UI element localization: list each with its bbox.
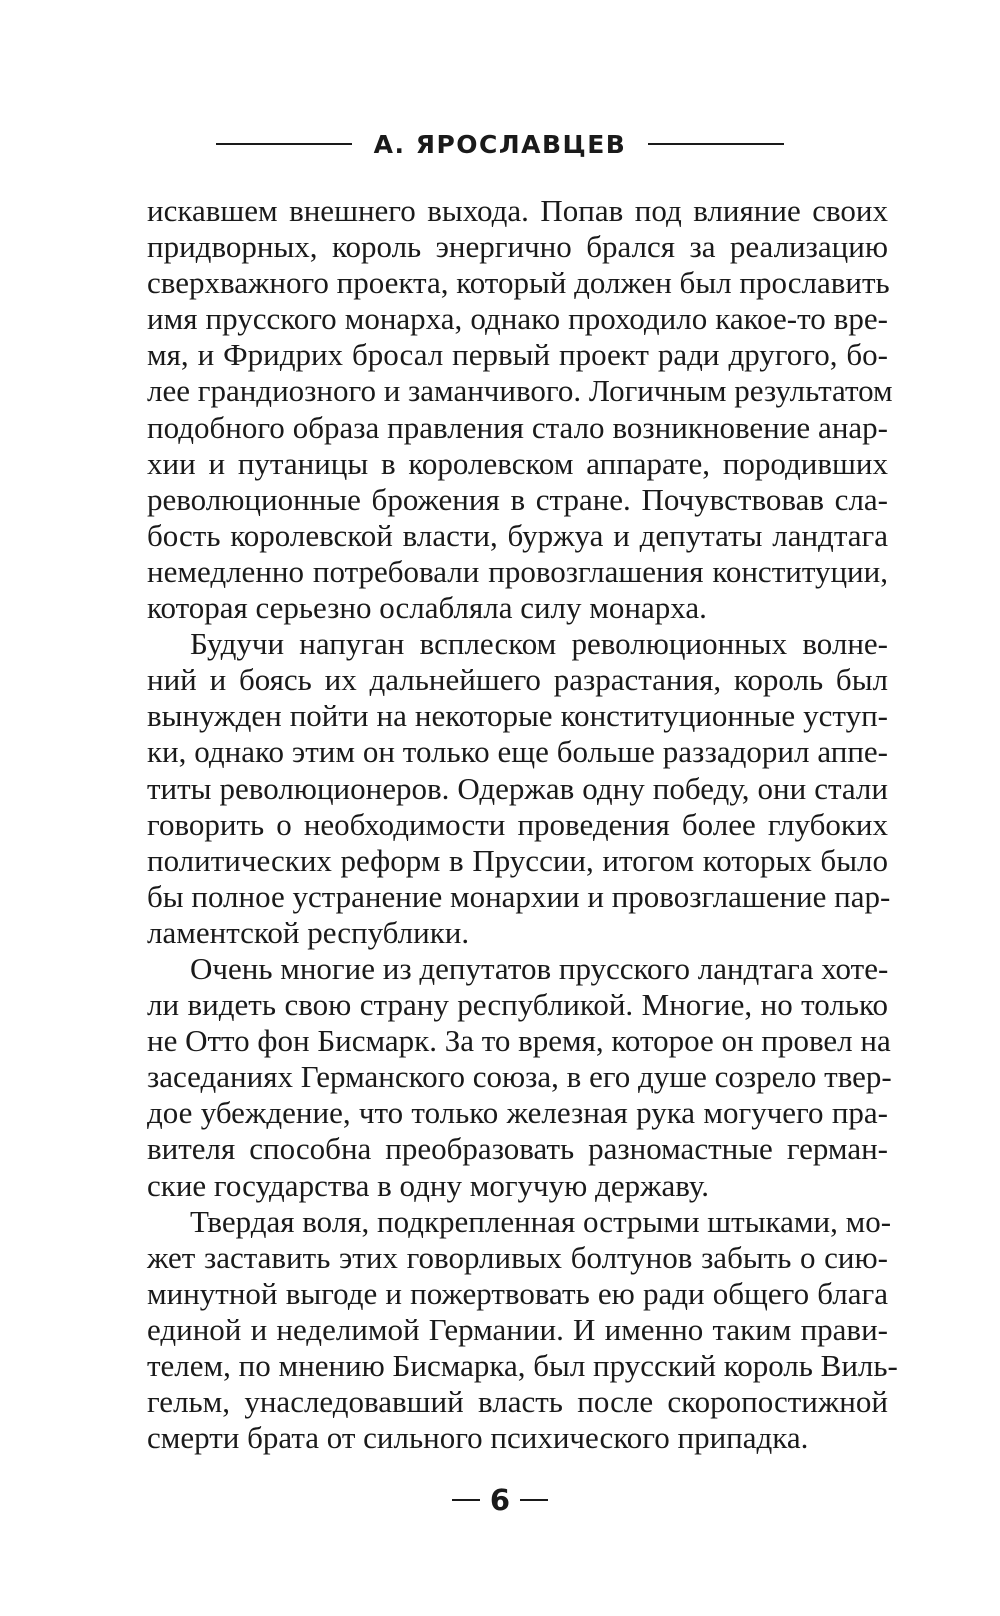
text-line: минутной выгоде и пожертвовать ею ради общего блага xyxy=(147,1275,888,1311)
text-line: мя, и Фридрих бросал первый проект ради другого, бо- xyxy=(147,337,888,373)
text-line: революционные брожения в стране. Почувствовав сла- xyxy=(147,481,888,517)
text-line: искавшем внешнего выхода. Попав под влияние своих xyxy=(147,193,888,228)
text-line: ний и боясь их дальнейшего разрастания, король был xyxy=(147,662,888,698)
text-line: вынужден пойти на некоторые конституционные уступ- xyxy=(147,698,888,734)
text-line: которая серьезно ослабляла силу монарха. xyxy=(147,590,707,626)
text-line: Очень многие из депутатов прусского ландтага хоте- xyxy=(190,950,889,986)
text-line: дое убеждение, что только железная рука могучего пра- xyxy=(147,1095,888,1131)
text-line: сверхважного проекта, который должен был прославить xyxy=(147,265,890,301)
text-line: ки, однако этим он только еще больше раззадорил аппе- xyxy=(147,734,888,770)
text-line: лее грандиозного и заманчивого. Логичным результатом xyxy=(147,373,893,409)
text-line: ламентской республики. xyxy=(147,914,470,950)
paragraph-4 xyxy=(147,1203,898,1457)
text-line: вителя способна преобразовать разномастные герман- xyxy=(147,1131,888,1167)
page-body xyxy=(147,193,898,1456)
text-line: говорить о необходимости проведения более глубоких xyxy=(147,806,888,842)
text-line: немедленно потребовали провозглашения конституции, xyxy=(147,553,888,589)
text-line: подобного образа правления стало возникновение анар- xyxy=(147,409,888,445)
text-line: политических реформ в Пруссии, итогом которых было xyxy=(147,842,888,878)
running-header xyxy=(0,124,1000,164)
page-number: 6 xyxy=(489,1483,511,1517)
text-line: жет заставить этих говорливых болтунов забыть о сию- xyxy=(147,1239,888,1275)
text-line: ли видеть свою страну республикой. Многие, но только xyxy=(147,987,888,1023)
text-line: Будучи напуган всплеском революционных волне- xyxy=(190,626,888,662)
text-line: ские государства в одну могучую державу. xyxy=(147,1167,709,1203)
header-rule-left xyxy=(216,143,352,145)
text-line: телем, по мнению Бисмарка, был прусский король Виль- xyxy=(147,1348,898,1383)
text-line: титы революционеров. Одержав одну победу, они стали xyxy=(147,770,888,806)
text-line: бы полное устранение монархии и провозглашение пар- xyxy=(147,878,891,914)
paragraph-2 xyxy=(147,626,891,951)
paragraph-3 xyxy=(147,950,892,1204)
text-line: смерти брата от сильного психического припадка. xyxy=(147,1420,809,1456)
page-footer xyxy=(0,1483,1000,1517)
footer-dash-left xyxy=(452,1499,480,1501)
text-line: не Отто фон Бисмарк. За то время, которое он провел на xyxy=(147,1023,891,1059)
text-line: заседаниях Германского союза, в его душе созрело твер- xyxy=(147,1059,892,1095)
text-line: гельм, унаследовавший власть после скоропостижной xyxy=(147,1384,888,1420)
text-line: хии и путаницы в королевском аппарате, породивших xyxy=(147,445,888,481)
text-line: Твердая воля, подкрепленная острыми штыками, мо- xyxy=(190,1203,892,1239)
paragraph-1 xyxy=(147,193,893,626)
text-line: придворных, король энергично брался за реализацию xyxy=(147,229,888,265)
text-line: бость королевской власти, буржуа и депутаты ландтага xyxy=(147,517,888,553)
header-author: А. ЯРОСЛАВЦЕВ xyxy=(373,129,627,159)
text-line: имя прусского монарха, однако проходило какое-то вре- xyxy=(147,301,888,337)
footer-dash-right xyxy=(520,1499,548,1501)
header-rule-right xyxy=(648,143,784,145)
text-line: единой и неделимой Германии. И именно таким прави- xyxy=(147,1311,888,1347)
